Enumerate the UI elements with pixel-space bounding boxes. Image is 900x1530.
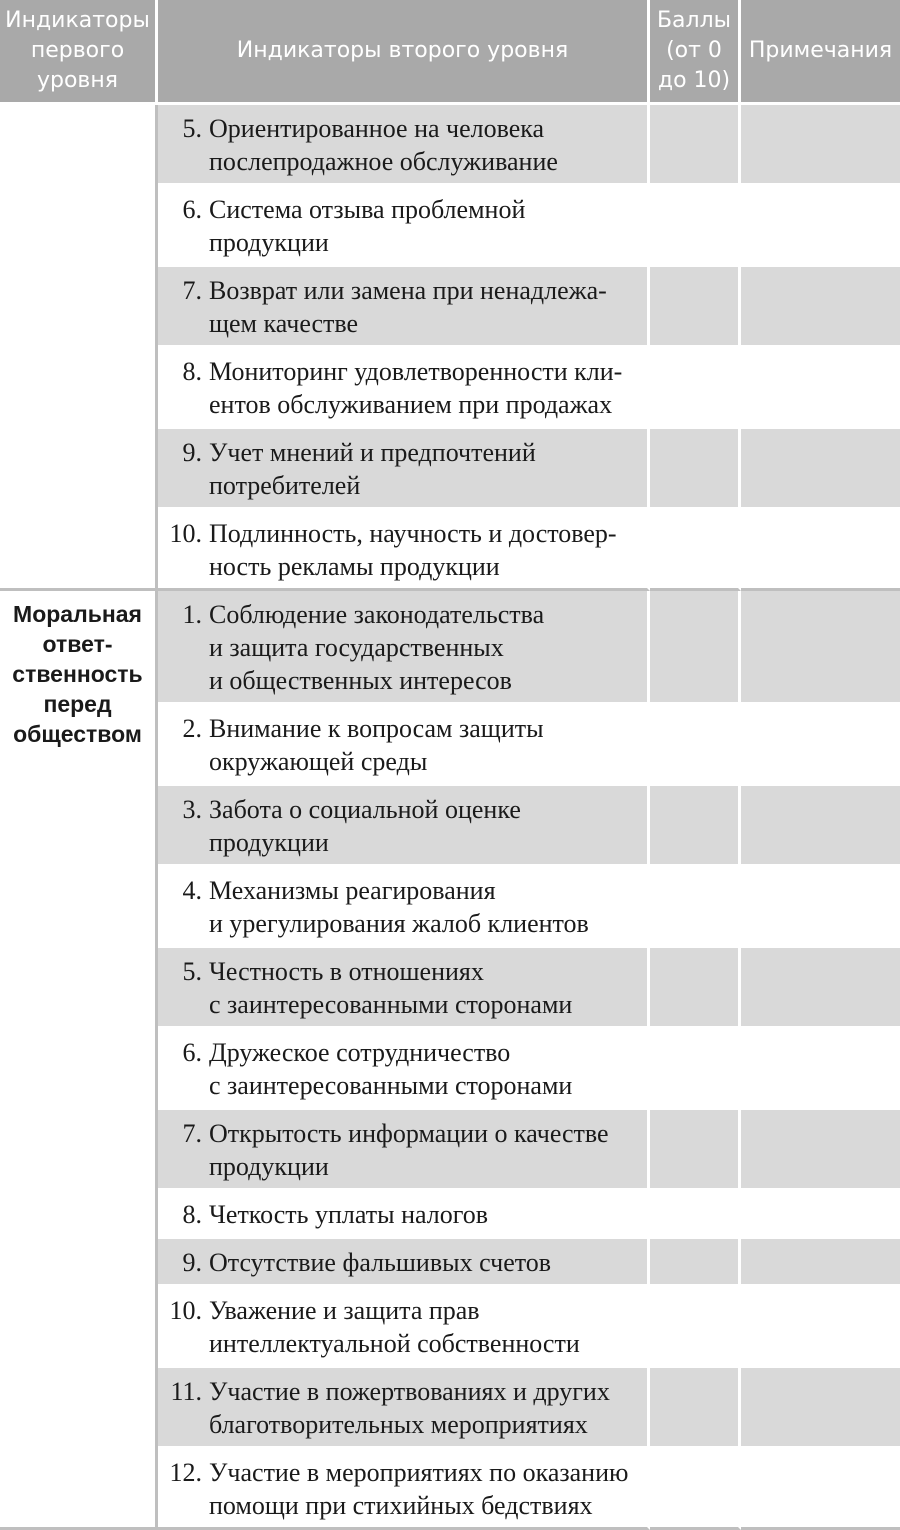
notes-cell[interactable] — [741, 1110, 900, 1191]
item-number: 6. — [182, 1038, 202, 1067]
item-text: Уважение и защита прав интеллектуальной собственности — [209, 1296, 580, 1358]
score-cell[interactable] — [650, 786, 741, 867]
notes-cell[interactable] — [741, 786, 900, 867]
notes-cell[interactable] — [741, 267, 900, 348]
score-cell[interactable] — [650, 1287, 741, 1368]
item-number: 5. — [182, 957, 202, 986]
notes-cell[interactable] — [741, 348, 900, 429]
item-number: 8. — [182, 1200, 202, 1229]
notes-cell[interactable] — [741, 105, 900, 186]
second-level-indicator — [158, 348, 650, 429]
second-level-indicator — [158, 186, 650, 267]
first-level-indicator — [0, 105, 158, 591]
notes-cell[interactable] — [741, 1239, 900, 1287]
score-cell[interactable] — [650, 1191, 741, 1239]
second-level-indicator — [158, 1449, 650, 1530]
notes-cell[interactable] — [741, 591, 900, 705]
header-first-level: Индикаторы первого уровня — [0, 0, 158, 105]
notes-cell[interactable] — [741, 186, 900, 267]
score-cell[interactable] — [650, 591, 741, 705]
item-text: Возврат или замена при ненадлежа- щем качестве — [209, 276, 607, 338]
second-level-indicator — [158, 1239, 650, 1287]
table-row — [0, 105, 900, 186]
item-text: Отсутствие фальшивых счетов — [209, 1248, 552, 1277]
item-number: 10. — [169, 519, 202, 548]
score-cell[interactable] — [650, 1368, 741, 1449]
score-cell[interactable] — [650, 105, 741, 186]
score-cell[interactable] — [650, 1239, 741, 1287]
score-cell[interactable] — [650, 1449, 741, 1530]
notes-cell[interactable] — [741, 1449, 900, 1530]
second-level-indicator — [158, 1110, 650, 1191]
score-cell[interactable] — [650, 1029, 741, 1110]
item-number: 9. — [182, 438, 202, 467]
notes-cell[interactable] — [741, 510, 900, 591]
second-level-indicator — [158, 1368, 650, 1449]
second-level-indicator — [158, 948, 650, 1029]
item-number: 9. — [182, 1248, 202, 1277]
score-cell[interactable] — [650, 429, 741, 510]
item-number: 12. — [169, 1458, 202, 1487]
item-number: 8. — [182, 357, 202, 386]
second-level-indicator — [158, 786, 650, 867]
item-number: 5. — [182, 114, 202, 143]
item-text: Мониторинг удовлетворенности кли- ентов обслуживанием при продажах — [209, 357, 623, 419]
item-text: Подлинность, научность и достовер- ность рекламы продукции — [209, 519, 617, 581]
item-text: Учет мнений и предпочтений потребителей — [209, 438, 536, 500]
item-text: Ориентированное на человека послепродажное обслуживание — [209, 114, 558, 176]
score-cell[interactable] — [650, 867, 741, 948]
score-cell[interactable] — [650, 1110, 741, 1191]
second-level-indicator — [158, 591, 650, 705]
notes-cell[interactable] — [741, 429, 900, 510]
header-row — [0, 0, 900, 105]
score-cell[interactable] — [650, 186, 741, 267]
item-text: Честность в отношениях с заинтересованными сторонами — [209, 957, 573, 1019]
score-cell[interactable] — [650, 705, 741, 786]
score-cell[interactable] — [650, 267, 741, 348]
second-level-indicator — [158, 1191, 650, 1239]
item-number: 6. — [182, 195, 202, 224]
item-number: 11. — [170, 1377, 202, 1406]
notes-cell[interactable] — [741, 867, 900, 948]
item-number: 1. — [182, 600, 202, 629]
score-cell[interactable] — [650, 510, 741, 591]
item-number: 4. — [182, 876, 202, 905]
item-text: Соблюдение законодательства и защита государственных и общественных интересов — [209, 600, 545, 695]
notes-cell[interactable] — [741, 1029, 900, 1110]
score-cell[interactable] — [650, 348, 741, 429]
item-text: Открытость информации о качестве продукции — [209, 1119, 609, 1181]
item-text: Участие в пожертвованиях и других благотворительных мероприятиях — [209, 1377, 610, 1439]
second-level-indicator — [158, 867, 650, 948]
notes-cell[interactable] — [741, 1368, 900, 1449]
score-cell[interactable] — [650, 948, 741, 1029]
item-number: 7. — [182, 1119, 202, 1148]
header-second-level: Индикаторы второго уровня — [158, 0, 650, 105]
second-level-indicator — [158, 510, 650, 591]
second-level-indicator — [158, 1287, 650, 1368]
item-number: 7. — [182, 276, 202, 305]
item-text: Дружеское сотрудничество с заинтересованными сторонами — [209, 1038, 573, 1100]
item-text: Участие в мероприятиях по оказанию помощи при стихийных бедствиях — [209, 1458, 629, 1520]
second-level-indicator — [158, 429, 650, 510]
item-number: 3. — [182, 795, 202, 824]
second-level-indicator — [158, 105, 650, 186]
header-score: Баллы (от 0 до 10) — [650, 0, 741, 105]
first-level-indicator: Моральная ответ- ственность перед обществом — [0, 591, 158, 1530]
item-text: Четкость уплаты налогов — [209, 1200, 489, 1229]
second-level-indicator — [158, 705, 650, 786]
table-row — [0, 591, 900, 705]
item-number: 10. — [169, 1296, 202, 1325]
notes-cell[interactable] — [741, 1191, 900, 1239]
item-text: Забота о социальной оценке продукции — [209, 795, 521, 857]
second-level-indicator — [158, 267, 650, 348]
header-notes: Примечания — [741, 0, 900, 105]
second-level-indicator — [158, 1029, 650, 1110]
table-body — [0, 105, 900, 1530]
item-text: Внимание к вопросам защиты окружающей среды — [209, 714, 544, 776]
notes-cell[interactable] — [741, 705, 900, 786]
item-text: Механизмы реагирования и урегулирования жалоб клиентов — [209, 876, 589, 938]
notes-cell[interactable] — [741, 948, 900, 1029]
item-text: Система отзыва проблемной продукции — [209, 195, 526, 257]
notes-cell[interactable] — [741, 1287, 900, 1368]
item-number: 2. — [182, 714, 202, 743]
